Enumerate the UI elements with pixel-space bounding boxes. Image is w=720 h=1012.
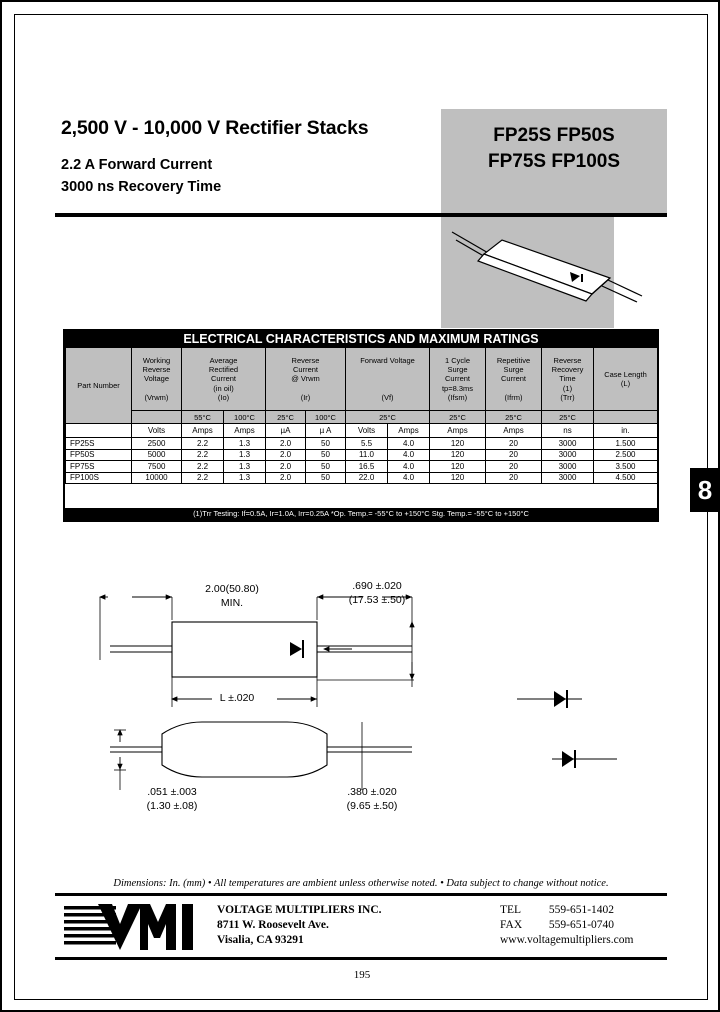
cell-io100: 1.3 xyxy=(224,449,266,461)
dim-min-length-line2: MIN. xyxy=(220,597,244,609)
temp-ifrm-25: 25°C xyxy=(486,411,542,424)
cell-io100: 1.3 xyxy=(224,461,266,473)
cell-vf-volts: 11.0 xyxy=(346,449,388,461)
cell-part: FP75S xyxy=(66,461,132,473)
cell-vf-amps: 4.0 xyxy=(388,449,430,461)
part-numbers-line-1: FP25S FP50S xyxy=(493,125,615,146)
section-tab: 8 xyxy=(690,468,720,512)
cell-ifsm: 120 xyxy=(430,438,486,450)
cell-io100: 1.3 xyxy=(224,472,266,484)
dim-min-length-line1: 2.00(50.80) xyxy=(205,583,259,595)
th-working-reverse-voltage: Working Reverse Voltage (Vrwm) xyxy=(132,348,182,411)
cell-vf-volts: 16.5 xyxy=(346,461,388,473)
electrical-characteristics-table xyxy=(63,329,659,522)
temp-io-100: 100°C xyxy=(224,411,266,424)
unit-io-100-amps: Amps xyxy=(224,424,266,438)
dim-case-dia-line2: (9.65 ±.50) xyxy=(346,800,398,812)
cell-ir25: 2.0 xyxy=(266,449,306,461)
cell-length: 3.500 xyxy=(594,461,658,473)
cell-vrwm: 2500 xyxy=(132,438,182,450)
table-header-group-row xyxy=(66,348,658,411)
part-numbers-line-2: FP75S FP100S xyxy=(487,151,621,172)
cell-part: FP25S xyxy=(66,438,132,450)
cell-length: 2.500 xyxy=(594,449,658,461)
dim-length-label: L ±.020 xyxy=(219,692,255,704)
cell-vf-amps: 4.0 xyxy=(388,461,430,473)
unit-trr-ns: ns xyxy=(542,424,594,438)
cell-io55: 2.2 xyxy=(182,449,224,461)
table-row xyxy=(66,438,658,450)
cell-io55: 2.2 xyxy=(182,461,224,473)
package-illustration xyxy=(432,214,667,329)
cell-length: 4.500 xyxy=(594,472,658,484)
unit-volts: Volts xyxy=(132,424,182,438)
th-case-length: Case Length (L) xyxy=(594,348,658,411)
temp-vf-25: 25°C xyxy=(346,411,430,424)
temp-blank-vrwm xyxy=(132,411,182,424)
table-title: ELECTRICAL CHARACTERISTICS AND MAXIMUM RATINGS xyxy=(65,331,657,347)
th-part-number: Part Number xyxy=(66,348,132,424)
cell-vf-amps: 4.0 xyxy=(388,472,430,484)
temp-ir-25: 25°C xyxy=(266,411,306,424)
dim-lead-dia-line1: .051 ±.003 xyxy=(147,786,197,798)
th-average-rectified-current: Average Rectified Current (in oil) (Io) xyxy=(182,348,266,411)
cell-part: FP50S xyxy=(66,449,132,461)
cell-part: FP100S xyxy=(66,472,132,484)
tel-value: 559-651-1402 xyxy=(548,904,615,916)
page-number: 195 xyxy=(353,969,371,981)
cell-ifrm: 20 xyxy=(486,461,542,473)
cell-ifsm: 120 xyxy=(430,449,486,461)
unit-ifrm-amps: Amps xyxy=(486,424,542,438)
subtitle-recovery-time: 3000 ns Recovery Time xyxy=(61,179,222,195)
cell-trr: 3000 xyxy=(542,449,594,461)
cell-length: 1.500 xyxy=(594,438,658,450)
temp-ifsm-25: 25°C xyxy=(430,411,486,424)
cell-ir25: 2.0 xyxy=(266,438,306,450)
cell-vrwm: 5000 xyxy=(132,449,182,461)
table-row xyxy=(66,461,658,473)
th-surge-current: 1 Cycle Surge Current tp=8.3ms (Ifsm) xyxy=(430,348,486,411)
footer-divider-top xyxy=(55,893,667,896)
temp-ir-100: 100°C xyxy=(306,411,346,424)
table-unit-row xyxy=(66,424,658,438)
spec-table xyxy=(65,347,658,484)
cell-ir100: 50 xyxy=(306,472,346,484)
unit-vf-amps: Amps xyxy=(388,424,430,438)
cell-vrwm: 7500 xyxy=(132,461,182,473)
cell-ir100: 50 xyxy=(306,438,346,450)
footer-disclaimer: Dimensions: In. (mm) • All temperatures are ambient unless otherwise noted. • Data subject to change without notice. xyxy=(113,878,609,889)
unit-ir-100-ua: µ A xyxy=(306,424,346,438)
temp-io-55: 55°C xyxy=(182,411,224,424)
subtitle-forward-current: 2.2 A Forward Current xyxy=(61,157,213,173)
cell-ifsm: 120 xyxy=(430,472,486,484)
fax-value: 559-651-0740 xyxy=(548,919,615,932)
cell-trr: 3000 xyxy=(542,472,594,484)
header-left xyxy=(55,109,441,214)
cell-vf-amps: 4.0 xyxy=(388,438,430,450)
footer-divider-bottom xyxy=(55,957,667,960)
vmi-logo xyxy=(64,900,204,952)
header-part-numbers xyxy=(441,109,667,214)
tel-row xyxy=(500,903,633,918)
th-reverse-current: Reverse Current @ Vrwm (Ir) xyxy=(266,348,346,411)
th-repetitive-surge-current: Repetitive Surge Current (Ifrm) xyxy=(486,348,542,411)
cell-ir25: 2.0 xyxy=(266,472,306,484)
cell-vf-volts: 5.5 xyxy=(346,438,388,450)
cell-io100: 1.3 xyxy=(224,438,266,450)
dim-lead-dia-line2: (1.30 ±.08) xyxy=(146,800,198,812)
address-line-2: Visalia, CA 93291 xyxy=(217,934,304,947)
dim-case-dia-line1: .380 ±.020 xyxy=(347,786,397,798)
temp-blank-len xyxy=(594,411,658,424)
unit-blank-part xyxy=(66,424,132,438)
cell-ifrm: 20 xyxy=(486,449,542,461)
table-temperature-row xyxy=(66,411,658,424)
cell-vf-volts: 22.0 xyxy=(346,472,388,484)
dim-body-dia-line2: (17.53 ±.50) xyxy=(348,594,406,606)
unit-length-in: in. xyxy=(594,424,658,438)
company-name: VOLTAGE MULTIPLIERS INC. xyxy=(217,904,382,916)
contact-info xyxy=(500,903,633,949)
cell-io55: 2.2 xyxy=(182,438,224,450)
dim-body-dia-line1: .690 ±.020 xyxy=(352,580,402,592)
tel-label: TEL xyxy=(500,904,522,916)
th-reverse-recovery-time: Reverse Recovery Time (1) (Trr) xyxy=(542,348,594,411)
document-header xyxy=(55,109,667,214)
cell-trr: 3000 xyxy=(542,461,594,473)
cell-ifrm: 20 xyxy=(486,438,542,450)
cell-ifsm: 120 xyxy=(430,461,486,473)
cell-ir100: 50 xyxy=(306,449,346,461)
table-footnote: (1)Trr Testing: If=0.5A, Ir=1.0A, Irr=0.25A *Op. Temp.= -55°C to +150°C Stg. Temp.= -55°C to +150°C xyxy=(65,508,657,520)
temp-trr-25: 25°C xyxy=(542,411,594,424)
page-title: 2,500 V - 10,000 V Rectifier Stacks xyxy=(61,117,369,139)
address-line-1: 8711 W. Roosevelt Ave. xyxy=(217,919,329,932)
fax-label: FAX xyxy=(500,919,523,932)
unit-ifsm-amps: Amps xyxy=(430,424,486,438)
cell-ifrm: 20 xyxy=(486,472,542,484)
fax-row xyxy=(500,918,633,933)
unit-vf-volts: Volts xyxy=(346,424,388,438)
unit-io-55-amps: Amps xyxy=(182,424,224,438)
cell-trr: 3000 xyxy=(542,438,594,450)
cell-ir100: 50 xyxy=(306,461,346,473)
th-forward-voltage: Forward Voltage (Vf) xyxy=(346,348,430,411)
unit-ir-25-ua: µA xyxy=(266,424,306,438)
company-address xyxy=(217,903,382,949)
website-link[interactable]: www.voltagemultipliers.com xyxy=(500,934,634,947)
cell-vrwm: 10000 xyxy=(132,472,182,484)
table-row xyxy=(66,472,658,484)
table-row xyxy=(66,449,658,461)
cell-ir25: 2.0 xyxy=(266,461,306,473)
cell-io55: 2.2 xyxy=(182,472,224,484)
